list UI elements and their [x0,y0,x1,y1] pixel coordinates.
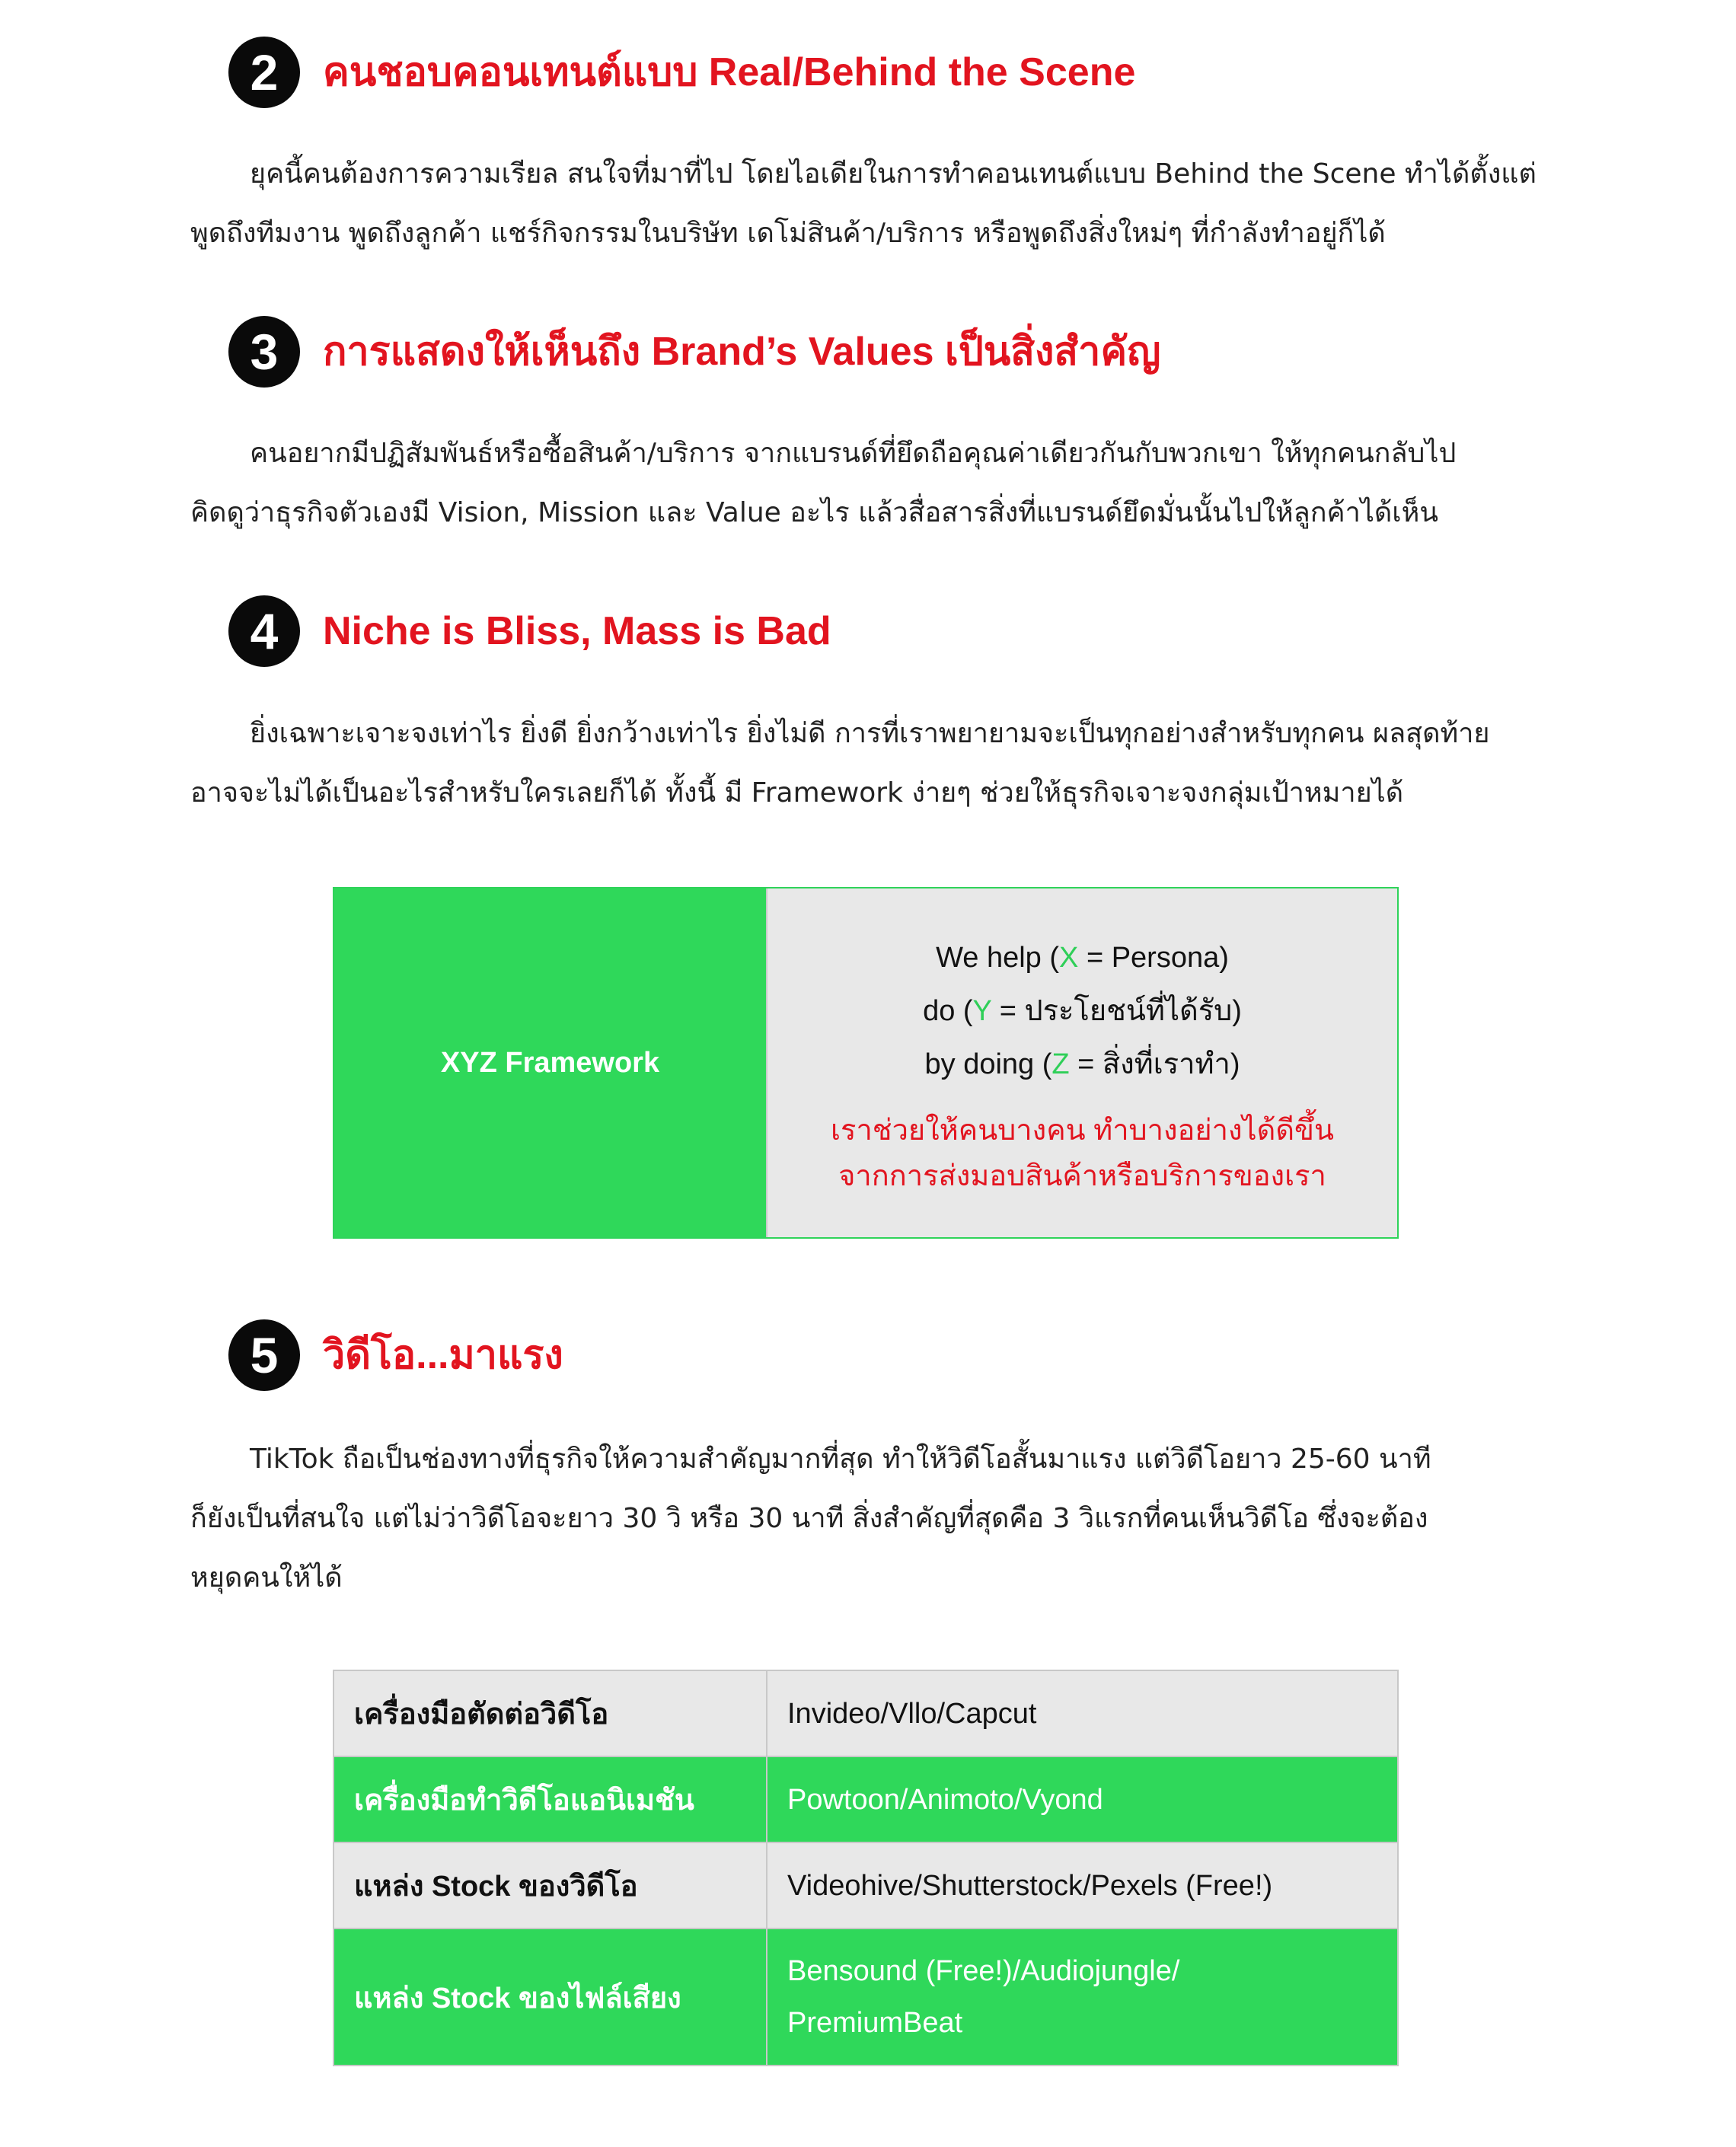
framework-letter-y: Y [972,995,992,1027]
section-4-paragraph [190,704,1546,823]
paragraph-line: คนอยากมีปฏิสัมพันธ์หรือซื้อสินค้า/บริการ จากแบรนด์ที่ยึดถือคุณค่าเดียวกันกับพวกเขา ให้ทุกคนกลับไป [250,438,1457,469]
framework-line-z: by doing (Z = สิ่งที่เราทำ) [924,1048,1240,1080]
tool-category: แหล่ง Stock ของวิดีโอ [333,1842,767,1928]
section-3-paragraph [190,424,1546,543]
section-2-heading [228,37,1135,108]
paragraph-line: หยุดคนให้ได้ [190,1562,343,1594]
video-tools-table [333,1670,1399,2066]
paragraph-line: ก็ยังเป็นที่สนใจ แต่ไม่ว่าวิดีโอจะยาว 30 วิ หรือ 30 นาที สิ่งสำคัญที่สุดคือ 3 วิแรกที่คนเห็นวิดีโอ ซึ่งจะต้อง [190,1503,1428,1534]
tool-values: Invideo/Vllo/Capcut [767,1670,1398,1756]
section-title: คนชอบคอนเทนต์แบบ Real/Behind the Scene [323,50,1136,94]
tool-values: Powtoon/Animoto/Vyond [767,1756,1398,1842]
table-row [333,1756,1398,1842]
paragraph-line: TikTok ถือเป็นช่องทางที่ธุรกิจให้ความสำคัญมากที่สุด ทำให้วิดีโอสั้นมาแรง แต่วิดีโอยาว 25-60 นาที [250,1444,1431,1475]
paragraph-line: ยุคนี้คนต้องการความเรียล สนใจที่มาที่ไป โดยไอเดียในการทำคอนเทนต์แบบ Behind the Scene ทำได้ตั้งแต่ [250,158,1537,190]
section-title: วิดีโอ...มาแรง [323,1333,563,1377]
paragraph-line: คิดดูว่าธุรกิจตัวเองมี Vision, Mission และ Value อะไร แล้วสื่อสารสิ่งที่แบรนด์ยึดมั่นนั้นไปให้ลูกค้าได้เห็น [190,497,1438,528]
framework-summary [767,1108,1397,1199]
section-number-badge: 5 [228,1319,300,1391]
section-number-badge: 2 [228,37,300,108]
section-number-badge: 3 [228,316,300,388]
table-row [333,1842,1398,1928]
section-4-heading [228,595,831,667]
section-3-heading [228,316,1160,388]
tool-category: แหล่ง Stock ของไฟล์เสียง [333,1928,767,2066]
paragraph-line: พูดถึงทีมงาน พูดถึงลูกค้า แชร์กิจกรรมในบริษัท เดโม่สินค้า/บริการ หรือพูดถึงสิ่งใหม่ๆ ที่กำลังทำอยู่ก็ได้ [190,218,1386,249]
section-5-heading [228,1319,563,1391]
table-row [333,1670,1398,1756]
paragraph-line: ยิ่งเฉพาะเจาะจงเท่าไร ยิ่งดี ยิ่งกว้างเท่าไร ยิ่งไม่ดี การที่เราพยายามจะเป็นทุกอย่างสำหรับทุกคน ผลสุดท้าย [250,718,1490,749]
section-5-paragraph [190,1430,1546,1608]
framework-label: XYZ Framework [334,888,766,1237]
framework-letter-z: Z [1051,1048,1070,1080]
section-number-badge: 4 [228,595,300,667]
section-title: การแสดงให้เห็นถึง Brand’s Values เป็นสิ่งสำคัญ [323,330,1161,374]
tool-category: เครื่องมือตัดต่อวิดีโอ [333,1670,767,1756]
framework-line-x: We help (X = Persona) [936,942,1229,974]
framework-letter-x: X [1059,942,1079,974]
section-title: Niche is Bliss, Mass is Bad [323,609,831,653]
paragraph-line: อาจจะไม่ได้เป็นอะไรสำหรับใครเลยก็ได้ ทั้งนี้ มี Framework ง่ายๆ ช่วยให้ธุรกิจเจาะจงกลุ่มเป้าหมายได้ [190,777,1404,809]
framework-summary-line: จากการส่งมอบสินค้าหรือบริการของเรา [838,1160,1326,1192]
section-2-paragraph [190,145,1546,263]
tool-category: เครื่องมือทำวิดีโอแอนิเมชัน [333,1756,767,1842]
framework-line-y: do (Y = ประโยชน์ที่ได้รับ) [923,995,1242,1027]
tool-values: Bensound (Free!)/Audiojungle/ PremiumBeat [767,1928,1398,2066]
tool-values: Videohive/Shutterstock/Pexels (Free!) [767,1842,1398,1928]
xyz-framework-box [333,887,1399,1239]
table-row [333,1928,1398,2066]
framework-details [766,888,1397,1237]
framework-summary-line: เราช่วยให้คนบางคน ทำบางอย่างได้ดีขึ้น [831,1115,1334,1147]
